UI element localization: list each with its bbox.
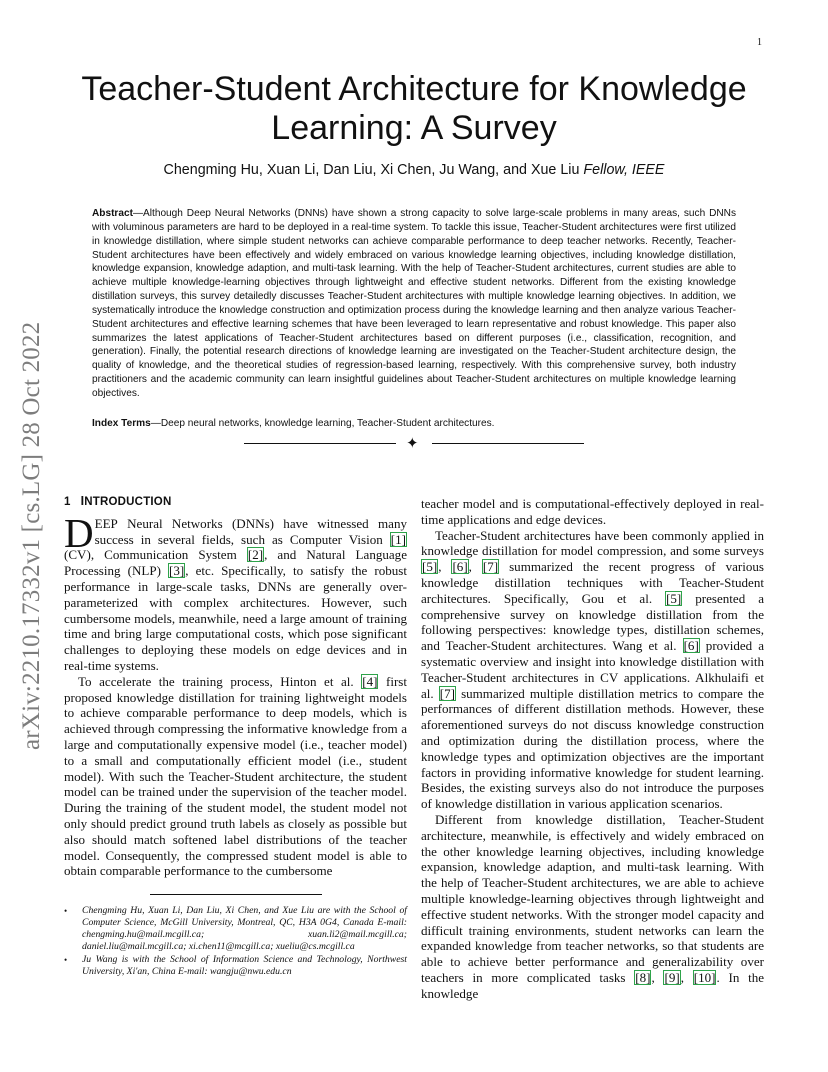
abstract-label: Abstract: [92, 208, 133, 219]
citation-link[interactable]: [5]: [422, 559, 438, 575]
section-title-rest: NTRODUCTION: [84, 496, 172, 508]
right-column: [421, 496, 764, 1002]
text-run: , etc. Specifically, to satisfy the robust performance in large-scale tasks, DNNs are generally over-parameterized with complex architectures. However, such cumbersome models, meanwhile, need a large amount of training time and bring large computational costs, which pose significant challenges to deploying these models on edge devices and in real-time systems.: [64, 563, 407, 673]
left-column: [64, 494, 407, 879]
citation-link[interactable]: [7]: [482, 559, 499, 575]
text-run: summarized multiple distillation metrics to compare the performances of different distillation methods. However, these aforementioned surveys do not discuss knowledge construction and optimization during the distillation process, where the knowledge types and optimization objectives are the important factors in providing informative knowledge for student learning. Besides, the existing surveys also do not introduce the purposes of knowledge distillation in various application scenarios.: [421, 685, 764, 812]
abstract-text: —Although Deep Neural Networks (DNNs) have shown a strong capacity to solve large-scale problems in many areas, such DNNs with voluminous parameters are hard to be deployed in a real-time system. To tackle this issue, Teacher-Student architectures were first utilized in knowledge distillation, where simple student networks can achieve comparable performance to deep teacher networks. Recently, Teacher-Student architectures have been effectively and widely embraced on various knowledge learning objectives, including knowledge distillation, knowledge expansion, knowledge adaption, and multi-task learning. With the help of Teacher-Student architectures, current studies are able to achieve multiple knowledge-learning objectives through lightweight and effective student networks. Different from the existing knowledge distillation surveys, this survey detailedly discusses Teacher-Student architectures with multiple knowledge learning objectives. In addition, we systematically introduce the knowledge construction and optimization process during the knowledge learning and then analyze various Teacher-Student architectures and effective learning schemes that have been leveraged to learn representative and robust knowledge. This paper also summarizes the latest applications of Teacher-Student architectures based on different purposes (i.e., classification, recognition, and generation). Finally, the potential research directions of knowledge learning are investigated on the Teacher-Student architecture design, the quality of knowledge, and the theoretical studies of regression-based learning, respectively. With this comprehensive survey, both industry practitioners and the academic community can learn insightful guidelines about Teacher-Student architectures on multiple knowledge learning objectives.: [92, 208, 736, 399]
abstract: [92, 207, 736, 401]
citation-link[interactable]: [4]: [362, 673, 378, 689]
citation-link[interactable]: [6]: [452, 559, 468, 575]
divider-rule-right: [432, 443, 584, 444]
drop-cap: D: [64, 509, 94, 556]
citation-link[interactable]: [8]: [635, 969, 651, 985]
page-number: 1: [757, 37, 762, 48]
text-run: Neural Networks (DNNs) have witnessed many success in several fields, such as Computer Vision: [94, 515, 407, 547]
index-terms-text: —Deep neural networks, knowledge learning, Teacher-Student architectures.: [150, 418, 495, 429]
section-heading: [64, 494, 407, 511]
arxiv-stamp: arXiv:2210.17332v1 [cs.LG] 28 Oct 2022: [18, 321, 45, 750]
author-list: [80, 162, 748, 178]
text-run: summarized the recent progress of various knowledge distillation techniques with Teacher-Student architectures. Specifically, Gou et al.: [421, 559, 764, 606]
star-icon: ✦: [406, 434, 419, 452]
citation-link[interactable]: [9]: [664, 969, 680, 985]
lead-smallcaps: EEP: [94, 515, 118, 531]
affiliation-footnotes: [64, 905, 407, 980]
bullet-icon: •: [64, 906, 68, 916]
intro-paragraph-3: teacher model and is computational-effectively deployed in real-time applications and edge devices.: [421, 496, 764, 527]
citation-link[interactable]: [6]: [683, 638, 699, 654]
index-terms: [92, 418, 736, 429]
authors-fellow: Fellow, IEEE: [583, 162, 665, 178]
section-divider: [244, 436, 584, 452]
text-run: . In the knowledge: [421, 969, 765, 1001]
paper-title: Teacher-Student Architecture for Knowledge Learning: A Survey: [81, 70, 747, 147]
intro-paragraph-1: [64, 509, 407, 674]
text-run: ,: [651, 969, 664, 985]
intro-paragraph-4: [421, 528, 764, 812]
text-run: ,: [680, 969, 693, 985]
text-run: To accelerate the training process, Hinton et al.: [78, 673, 362, 689]
footnote-rule: [150, 894, 322, 895]
citation-link[interactable]: [2]: [247, 547, 264, 563]
text-run: ,: [438, 559, 452, 575]
section-number: 1: [64, 496, 71, 508]
divider-rule-left: [244, 443, 396, 444]
footnote-item: [64, 905, 407, 953]
index-terms-label: Index Terms: [92, 418, 151, 429]
text-run: first proposed knowledge distillation for training lightweight models to achieve comparable performance to deep models, which is achieved through compressing the informative knowledge from a large and computationally expensive model (i.e., teacher model) to a small and computationally efficient model (i.e., student model). With such the Teacher-Student architecture, the student model can be trained under the supervision of the teacher model. During the training of the student model, the student model not only should predict ground truth labels as closely as possible but also should match softened label distributions of the teacher model. Consequently, the compressed student model is able to obtain comparable performance to the cumbersome: [64, 673, 407, 879]
citation-link[interactable]: [7]: [439, 685, 455, 701]
text-run: Different from knowledge distillation, Teacher-Student architecture, meanwhile, is effectively and widely embraced on the other knowledge learning objectives, including knowledge expansion, knowledge adaption, and multi-task learning. With the help of Teacher-Student architectures, we are able to achieve multiple knowledge-learning objectives through lightweight and effective student networks. With the stronger model capacity and difficult training environments, student networks can learn the expanded knowledge from teacher networks, so that students are able to achieve better performance and generalizability over teachers in more complicated tasks: [421, 811, 764, 985]
text-run: Teacher-Student architectures have been commonly applied in knowledge distillation for model compression, and some surveys: [421, 527, 764, 559]
citation-link[interactable]: [10]: [693, 969, 716, 985]
text-run: (CV), Communication System: [64, 547, 247, 563]
text-run: , and Natural Language Processing (NLP): [64, 547, 407, 579]
citation-link[interactable]: [3]: [169, 563, 185, 579]
citation-link[interactable]: [1]: [390, 531, 406, 547]
footnote-text: Ju Wang is with the School of Information Science and Technology, Northwest University, Xi'an, China E-mail: wangju@nwu.edu.cn: [82, 954, 407, 978]
intro-paragraph-2: [64, 674, 407, 879]
bullet-icon: •: [64, 955, 68, 966]
section-title-initial: I: [80, 494, 85, 508]
text-run: presented a comprehensive survey on knowledge distillation from the following perspectives: knowledge types, distillation schemes, and Teacher-Student architectures. Wang et al.: [421, 590, 765, 654]
text-run: provided a systematic overview and insight into knowledge distillation with Teacher-Student architectures in CV applications. Alkhulaifi et al.: [421, 638, 764, 701]
intro-paragraph-5: [421, 812, 764, 1002]
citation-link[interactable]: [5]: [666, 590, 682, 606]
authors-names: Chengming Hu, Xuan Li, Dan Liu, Xi Chen, Ju Wang, and Xue Liu: [163, 162, 584, 178]
text-run: ,: [468, 559, 482, 575]
footnote-item: [64, 954, 407, 978]
footnote-text: Chengming Hu, Xuan Li, Dan Liu, Xi Chen, and Xue Liu are with the School of Computer Science, McGill University, Montreal, QC, H3A 0G4, Canada E-mail: chengming.hu@mail.mcgill.ca; xuan.li2@mail.mcgill.ca; daniel.liu@mail.mcgill.ca; xi.chen11@mcgill.ca; xueliu@cs.mcgill.ca: [82, 905, 407, 953]
